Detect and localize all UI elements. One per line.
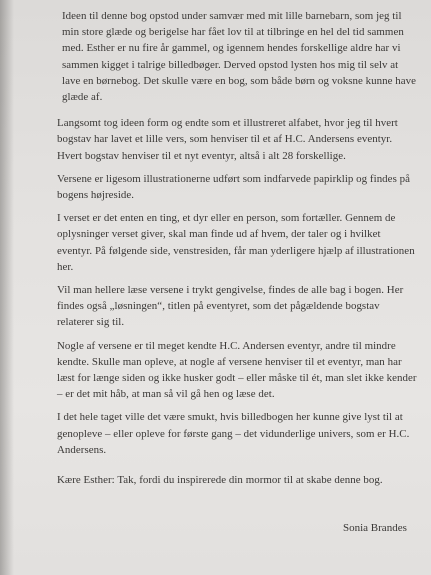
paragraph-4: I verset er det enten en ting, et dyr eller en person, som fortæller. Gennem de oplysninger verset giver, skal man finde ud af hvem, der taler og i hvilket eventyr. På følgende side, venstresiden, får man yderligere hjælp af illustrationen her. xyxy=(57,212,415,273)
paragraph-1: Ideen til denne bog opstod under samvær med mit lille barnebarn, som jeg til min store glæde og berigelse har fået lov til at tilbringe en hel del tid sammen med. Esther er nu fire år gammel, og igennem hendes forskellige aldre har vi sammen kigget i talrige billedbøger. Derved opstod lysten hos mig til selv at lave en børnebog. Det skulle være en bog, som både børn og voksne kunne have glæde af. xyxy=(62,10,417,104)
preface-text xyxy=(57,8,417,488)
dedication: Kære Esther: Tak, fordi du inspirerede din mormor til at skabe denne bog. xyxy=(57,474,383,487)
paragraph-7: I det hele taget ville det være smukt, hvis billedbogen her kunne give lyst til at genopleve – eller opleve for første gang – det vidunderlige univers, som er H.C. Andersens. xyxy=(57,411,410,456)
signature: Sonia Brandes xyxy=(343,522,407,534)
paragraph-3: Versene er ligesom illustrationerne udført som indfarvede papirklip og findes på bogens højreside. xyxy=(57,172,411,202)
paragraph-5: Vil man hellere læse versene i trykt gengivelse, findes de alle bag i bogen. Her findes også „løsningen“, titlen på eventyret, som det pågældende bogstav relaterer sig til. xyxy=(57,284,404,329)
page-gutter-shadow xyxy=(0,0,14,575)
paragraph-6: Nogle af versene er til meget kendte H.C. Andersen eventyr, andre til mindre kendte. Skulle man opleve, at nogle af versene henviser til et eventyr, man har læst for længe siden og ikke husker godt – eller måske til ét, man slet ikke kender – er det mit håb, at man så vil gå hen og læse det. xyxy=(57,339,417,401)
paragraph-2: Langsomt tog ideen form og endte som et illustreret alfabet, hvor jeg til hvert bogstav har lavet et lille vers, som henviser til et af H.C. Andersens eventyr. Hvert bogstav henviser til et nyt eventyr, altså i alt 28 forskellige. xyxy=(57,117,398,162)
